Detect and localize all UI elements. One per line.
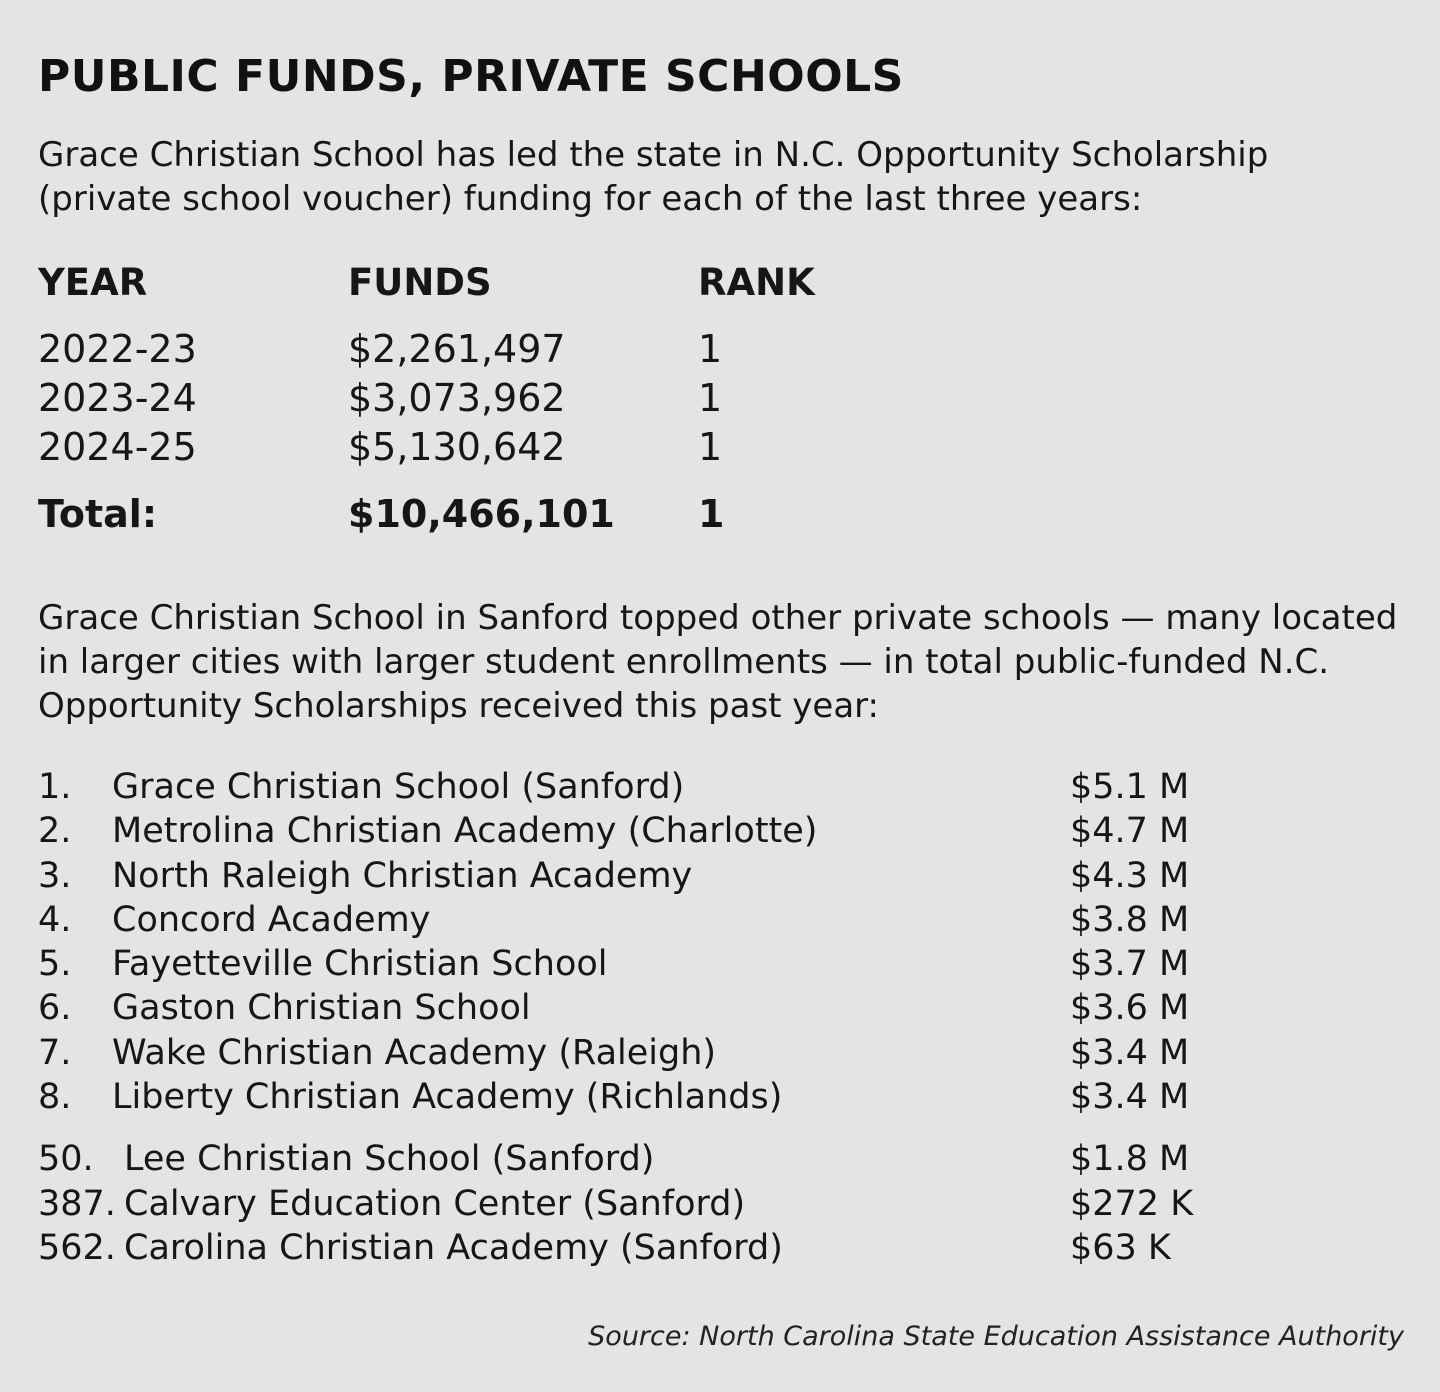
rank-number: 50. [38,1139,94,1180]
rank-cell: 1 [698,425,723,469]
school-amount: $3.4 M [1070,1032,1190,1073]
list-item [38,1031,1338,1075]
school-name: Calvary Education Center (Sanford) [124,1183,746,1224]
rank-cell: 1 [698,327,723,371]
list-spacer [38,1119,1338,1137]
total-funds: $10,466,101 [348,492,615,536]
source-note: Source: North Carolina State Education Assistance Authority [588,1321,1404,1352]
table-row [38,374,938,423]
rank-cell: 1 [698,376,723,420]
list-item [38,1226,1338,1270]
rank-number: 2. [38,811,72,852]
list-item [38,1137,1338,1181]
school-amount: $3.4 M [1070,1077,1190,1118]
ranking-intro-text: Grace Christian School in Sanford topped other private schools — many located in larger cities with larger student enrollments — in total public-funded N.C. Opportunity Scholarships received this past year: [38,598,1398,726]
school-amount: $5.1 M [1070,767,1190,807]
funds-cell: $3,073,962 [348,376,566,420]
list-item [38,1075,1338,1119]
chart-title: PUBLIC FUNDS, PRIVATE SCHOOLS [38,51,904,102]
rank-number: 8. [38,1077,72,1118]
list-item [38,765,1338,809]
school-amount: $3.7 M [1070,944,1190,985]
school-name: Liberty Christian Academy (Richlands) [112,1077,783,1118]
table-row [38,325,938,374]
school-name: Fayetteville Christian School [112,944,608,985]
funds-cell: $2,261,497 [348,327,566,371]
school-name: North Raleigh Christian Academy [112,855,693,896]
column-header-year: YEAR [38,261,148,304]
rank-number: 5. [38,944,72,985]
school-amount: $1.8 M [1070,1139,1190,1180]
total-label: Total: [38,492,158,536]
school-amount: $3.8 M [1070,899,1190,940]
school-name: Grace Christian School (Sanford) [112,767,685,807]
year-cell: 2023-24 [38,376,197,420]
list-item [38,898,1338,942]
table-header-row [38,255,938,317]
school-name: Concord Academy [112,899,431,940]
rank-number: 6. [38,988,72,1029]
school-name: Gaston Christian School [112,988,531,1029]
rank-number: 387. [38,1183,116,1224]
year-cell: 2022-23 [38,327,197,371]
list-item [38,854,1338,898]
year-cell: 2024-25 [38,425,197,469]
rank-number: 7. [38,1032,72,1073]
school-amount: $272 K [1070,1183,1194,1224]
school-name: Metrolina Christian Academy (Charlotte) [112,811,818,852]
rank-number: 3. [38,855,72,896]
school-amount: $63 K [1070,1227,1171,1268]
funds-cell: $5,130,642 [348,425,566,469]
intro-text: Grace Christian School has led the state in N.C. Opportunity Scholarship (private school voucher) funding for each of the last three years: [38,135,1269,219]
school-name: Lee Christian School (Sanford) [124,1139,655,1180]
school-name: Carolina Christian Academy (Sanford) [124,1227,783,1268]
funding-table [38,255,938,539]
school-ranking-list [38,765,1338,1270]
rank-number: 4. [38,899,72,940]
school-amount: $4.7 M [1070,811,1190,852]
rank-number: 1. [38,767,72,807]
list-item [38,942,1338,986]
list-item [38,809,1338,853]
rank-number: 562. [38,1227,116,1268]
table-row [38,423,938,472]
school-amount: $4.3 M [1070,855,1190,896]
table-total-row [38,490,938,539]
list-item [38,986,1338,1030]
column-header-rank: RANK [698,261,815,304]
list-item [38,1182,1338,1226]
school-name: Wake Christian Academy (Raleigh) [112,1032,717,1073]
school-amount: $3.6 M [1070,988,1190,1029]
column-header-funds: FUNDS [348,261,492,304]
total-rank: 1 [698,492,725,536]
